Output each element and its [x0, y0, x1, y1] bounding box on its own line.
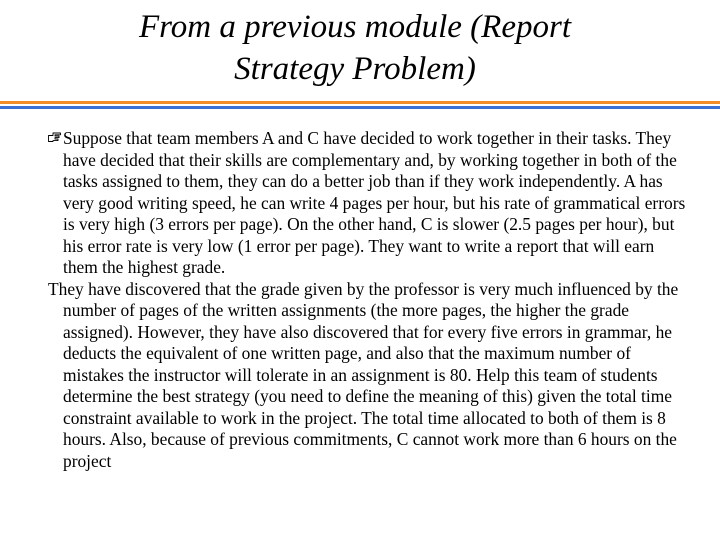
- orange-divider: [0, 101, 720, 104]
- slide-title-line-2: Strategy Problem): [234, 51, 476, 87]
- bullet-paragraph: [48, 128, 686, 279]
- pointing-hand-icon: [48, 128, 63, 142]
- continuation-paragraph: [48, 279, 686, 473]
- slide-title: [0, 6, 710, 90]
- slide-title-line-1: From a previous module (Report: [139, 9, 571, 45]
- blue-divider: [0, 106, 720, 109]
- paragraph-text-1: Suppose that team members A and C have decided to work together in their tasks. They have decided that their skills are complementary and, by working together in both of the tasks assigned to them, they can do a better job than if they work independently. A has very good writing speed, he can write 4 pages per hour, but his rate of grammatical errors is very high (3 errors per page). On the other hand, C is slower (2.5 pages per hour), but his error rate is very low (1 error per page). They want to write a report that will earn them the highest grade.: [63, 128, 686, 277]
- slide-body: [48, 128, 686, 472]
- paragraph-text-2: They have discovered that the grade given by the professor is very much influenced by the number of pages of the written assignments (the more pages, the higher the grade assigned). However, they have also discovered that for every five errors in grammar, he deducts the equivalent of one written page, and also that the maximum number of mistakes the instructor will tolerate in an assignment is 80. Help this team of students determine the best strategy (you need to define the meaning of this) given the total time constraint available to work in the project. The total time allocated to both of them is 8 hours. Also, because of previous commitments, C cannot work more than 6 hours on the project: [48, 278, 679, 471]
